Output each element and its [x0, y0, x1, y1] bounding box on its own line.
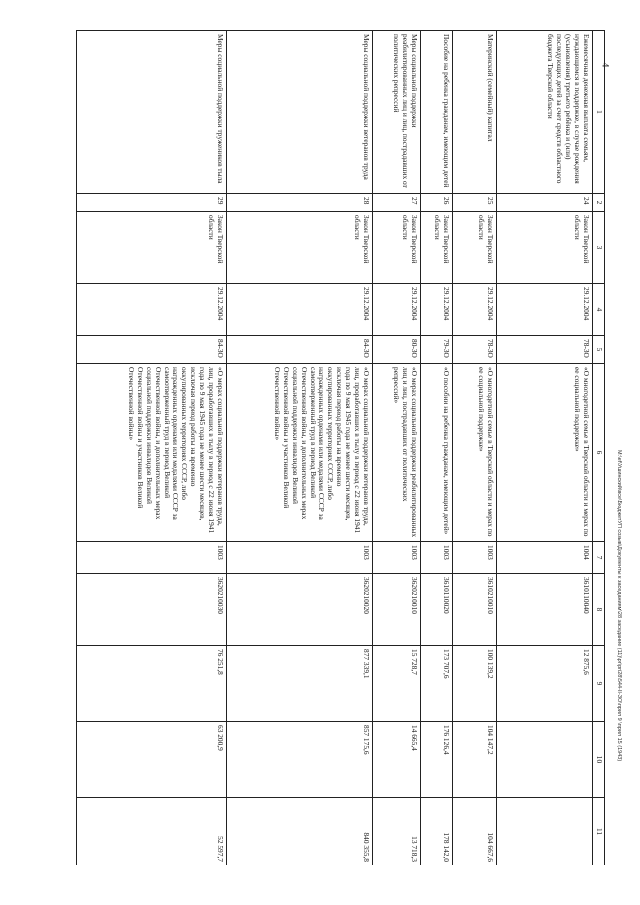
cell-no: 24 [497, 194, 593, 212]
file-path-footer [614, 450, 622, 894]
cell-value: 178 142,0 [421, 798, 453, 866]
col-header: 1 [593, 31, 605, 194]
cell-name: Меры социальной поддержки реабилитированных лиц и лиц, пострадавших от политических репрессий [373, 31, 421, 194]
cell-law-title: «О многодетной семье в Тверской области и мерах по ее социальной поддержке» [497, 364, 593, 542]
col-header: 2 [593, 194, 605, 212]
cell-law-title: «О мерах социальной поддержки ветеранов труда, лиц, проработавших в тылу в период с 22 июня 1941 года по 9 мая 1945 года не менее шести месяцев, исключая период работы на временно оккупированных территориях СССР, либо награжденных орденами или медалями СССР за самоотверженный труд в период Великой Отечественной войны, и дополнительных мерах социальной поддержки инвалидов Великой Отечественной войны и участников Великой Отечественной войны» [227, 364, 373, 542]
cell-no: 29 [77, 194, 227, 212]
cell-value: 877 339,1 [227, 646, 373, 722]
table-row [77, 31, 227, 866]
col-header: 5 [593, 336, 605, 364]
cell-value: 12 875,6 [497, 646, 593, 722]
cell-section: 1004 [497, 542, 593, 574]
cell-section: 1003 [77, 542, 227, 574]
cell-act: Закон Тверской области [497, 212, 593, 284]
cell-law-title: «О многодетной семье в Тверской области и мерах по ее социальной поддержке» [453, 364, 497, 542]
legislation-table [76, 30, 605, 865]
cell-value: 13 718,3 [373, 798, 421, 866]
cell-csr: 3610110020 [421, 574, 453, 646]
cell-name: Меры социальной поддержки тружеников тыла [77, 31, 227, 194]
cell-name: Ежемесячная денежная выплата семьям, нуждающимся в поддержке, в случае рождения (усыновления) третьего ребёнка и (или) последующих детей за счет средств областного бюджета Тверской области [497, 31, 593, 194]
cell-law-no: 84-ЗО [227, 336, 373, 364]
col-header: 8 [593, 574, 605, 646]
cell-law-title: «О мерах социальной поддержки ветеранов труда, лиц, проработавших в тылу в период с 22 июня 1941 года по 9 мая 1945 года не менее шести месяцев, исключая период работы на временно оккупированных территориях СССР, либо награжденных орденами или медалями СССР за самоотверженный труд в период Великой Отечественной войны, и дополнительных мерах социальной поддержки инвалидов Великой Отечественной войны и участников Великой Отечественной войны» [77, 364, 227, 542]
file-path-text: M:\ef\Ушинский\все\БюджетУП созыв\Документы к заседаниям\28 заседание (11)\pr\pri28\544-II-ЗО\прил 9 \прил 15 (1943) [616, 450, 622, 762]
cell-name: Материнский (семейный) капитал [453, 31, 497, 194]
cell-section: 1003 [453, 542, 497, 574]
cell-date: 29.12.2004 [421, 284, 453, 336]
cell-csr: 3620210010 [373, 574, 421, 646]
cell-law-no: 78-ЗО [497, 336, 593, 364]
col-header: 10 [593, 722, 605, 798]
cell-section: 1003 [421, 542, 453, 574]
table-row [421, 31, 453, 866]
cell-no: 25 [453, 194, 497, 212]
cell-no: 27 [373, 194, 421, 212]
table-row [453, 31, 497, 866]
cell-name: Меры социальной поддержки ветеранов труда [227, 31, 373, 194]
cell-value: 76 251,8 [77, 646, 227, 722]
cell-date: 29.12.2004 [453, 284, 497, 336]
cell-act: Закон Тверской области [421, 212, 453, 284]
cell-value: 63 200,9 [77, 722, 227, 798]
col-header: 3 [593, 212, 605, 284]
cell-no: 26 [421, 194, 453, 212]
cell-csr: 3610210010 [453, 574, 497, 646]
cell-section: 1003 [227, 542, 373, 574]
cell-date: 29.12.2004 [497, 284, 593, 336]
cell-value: 104 147,2 [453, 722, 497, 798]
header-row [593, 31, 605, 866]
table-container [60, 30, 605, 865]
cell-law-no: 80-ЗО [373, 336, 421, 364]
cell-value [497, 798, 593, 866]
cell-name: Пособие на ребенка гражданам, имеющим детей [421, 31, 453, 194]
cell-law-no: 78-ЗО [453, 336, 497, 364]
table-row [497, 31, 593, 866]
col-header: 9 [593, 646, 605, 722]
cell-value: 52 597,7 [77, 798, 227, 866]
cell-law-title: «О пособии на ребенка гражданам, имеющим детей» [421, 364, 453, 542]
table-row [373, 31, 421, 866]
cell-csr: 3620210030 [77, 574, 227, 646]
cell-act: Закон Тверской области [453, 212, 497, 284]
cell-date: 29.12.2004 [227, 284, 373, 336]
cell-value: 176 126,4 [421, 722, 453, 798]
col-header: 6 [593, 364, 605, 542]
page-number: 4 [600, 62, 611, 68]
cell-value: 840 355,8 [227, 798, 373, 866]
cell-value [497, 722, 593, 798]
rotated-table [60, 30, 605, 865]
cell-act: Закон Тверской области [373, 212, 421, 284]
col-header: 4 [593, 284, 605, 336]
cell-law-no: 79-ЗО [421, 336, 453, 364]
cell-act: Закон Тверской области [227, 212, 373, 284]
cell-value: 14 665,4 [373, 722, 421, 798]
cell-value: 104 667,6 [453, 798, 497, 866]
col-header: 11 [593, 798, 605, 866]
cell-csr: 3620210020 [227, 574, 373, 646]
cell-section: 1003 [373, 542, 421, 574]
cell-value: 857 175,6 [227, 722, 373, 798]
cell-csr: 3610110040 [497, 574, 593, 646]
cell-law-no: 84-ЗО [77, 336, 227, 364]
cell-date: 29.12.2004 [373, 284, 421, 336]
col-header: 7 [593, 542, 605, 574]
cell-date: 29.12.2004 [77, 284, 227, 336]
cell-value: 100 139,2 [453, 646, 497, 722]
table-row [227, 31, 373, 866]
cell-value: 173 707,6 [421, 646, 453, 722]
cell-act: Закон Тверской области [77, 212, 227, 284]
cell-value: 15 728,7 [373, 646, 421, 722]
cell-no: 28 [227, 194, 373, 212]
cell-law-title: «О мерах социальной поддержки реабилитированных лиц и лиц, пострадавших от политических репрессий» [373, 364, 421, 542]
